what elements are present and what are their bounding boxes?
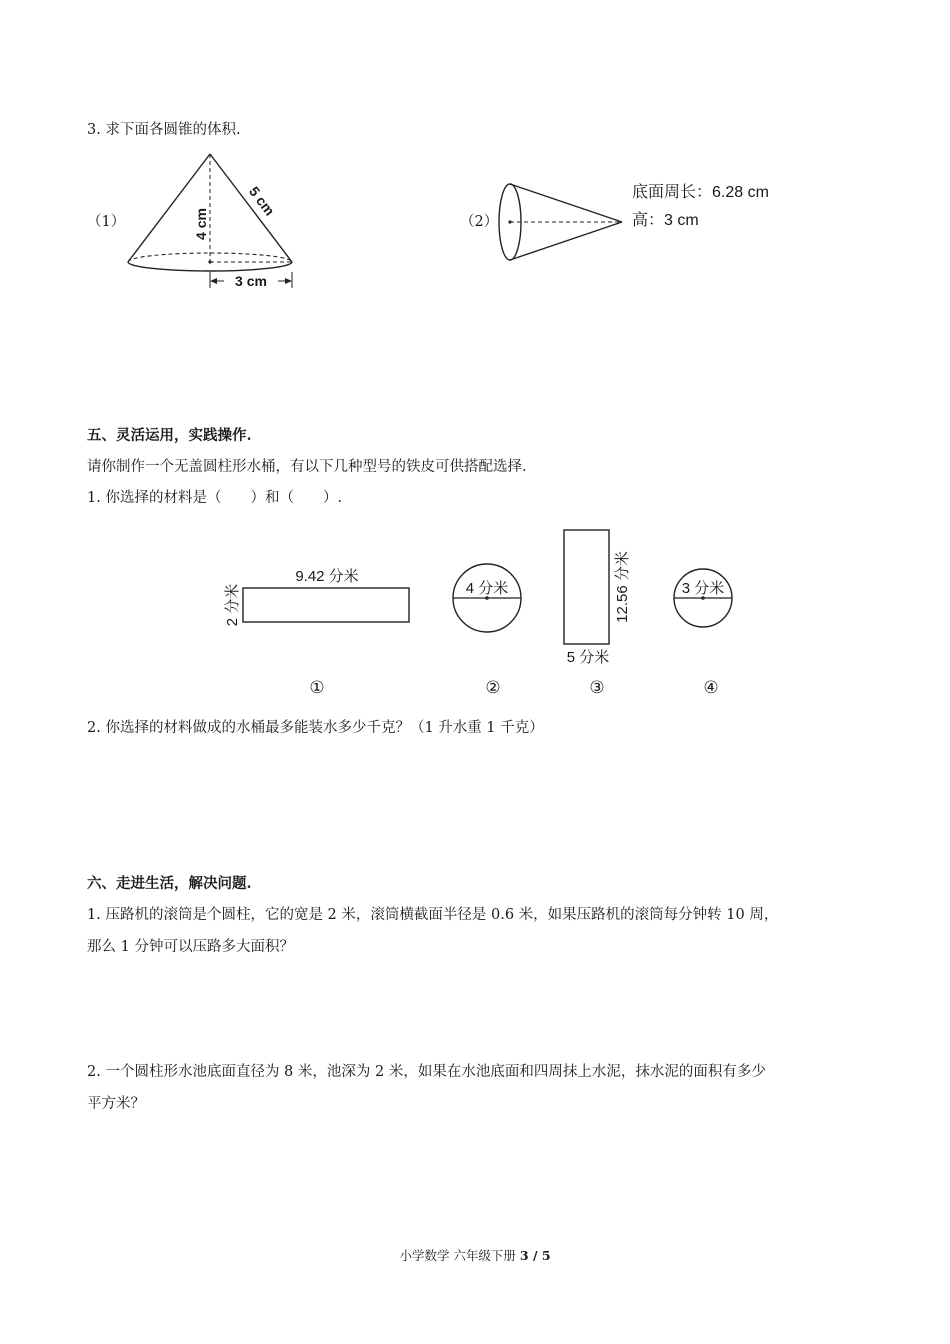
cone1-figure [120, 148, 310, 298]
material2-label: ② [485, 678, 501, 697]
cone1-right-edge [210, 154, 292, 262]
cone1-number: （1） [87, 214, 126, 230]
material3-label: ③ [589, 678, 605, 697]
material3-rect [564, 530, 609, 644]
section6-q1-line1: 1. 压路机的滚筒是个圆柱，它的宽是 2 米，滚筒横截面半径是 0.6 米，如果压路机的滚筒每分钟转 10 周， [87, 907, 779, 923]
material2-diameter: 4 分米 [465, 580, 509, 597]
material3-width: 5 分米 [566, 649, 610, 666]
section6-title: 六、走进生活，解决问题. [87, 875, 252, 892]
material1-rect [243, 588, 409, 622]
materials-figure [215, 525, 755, 705]
footer-text: 小学数学 六年级下册 [399, 1248, 520, 1263]
cone2-upper-edge [510, 184, 622, 222]
cone2-lower-edge [510, 222, 622, 260]
cone2-circumference-label: 底面周长：6.28 cm [632, 184, 769, 201]
section5-q2: 2. 你选择的材料做成的水桶最多能装水多少千克？（1 升水重 1 千克） [87, 720, 544, 736]
page-footer [0, 1246, 950, 1264]
material1-length: 9.42 分米 [295, 568, 359, 585]
page-number: 3 / 5 [519, 1248, 551, 1263]
cone2-number: （2） [460, 214, 499, 230]
section5-title: 五、灵活运用，实践操作. [87, 427, 252, 444]
section5-intro: 请你制作一个无盖圆柱形水桶，有以下几种型号的铁皮可供搭配选择. [87, 459, 527, 475]
cone1-radius-label: 3 cm [235, 273, 267, 289]
cone1-height-label: 4 cm [193, 208, 209, 240]
material4-diameter: 3 分米 [681, 580, 725, 597]
q3-title: 3. 求下面各圆锥的体积. [87, 122, 241, 138]
material3-height: 12.56 分米 [614, 551, 631, 623]
section6-q2-line1: 2. 一个圆柱形水池底面直径为 8 米，池深为 2 米，如果在水池底面和四周抹上水泥，抹水泥的面积有多少 [87, 1064, 766, 1080]
section6-q1-line2: 那么 1 分钟可以压路多大面积？ [87, 939, 294, 955]
cone2-height-label: 高：3 cm [632, 212, 699, 229]
material4-label: ④ [703, 678, 719, 697]
section5-q1: 1. 你选择的材料是（ ）和（ ）. [87, 490, 343, 506]
section6-q2-line2: 平方米？ [87, 1096, 145, 1112]
cone1-slant-label: 5 cm [245, 183, 278, 219]
cone1-left-edge [128, 154, 210, 262]
material1-label: ① [309, 678, 325, 697]
cone2-figure [495, 180, 630, 265]
material1-width: 2 分米 [224, 583, 241, 627]
